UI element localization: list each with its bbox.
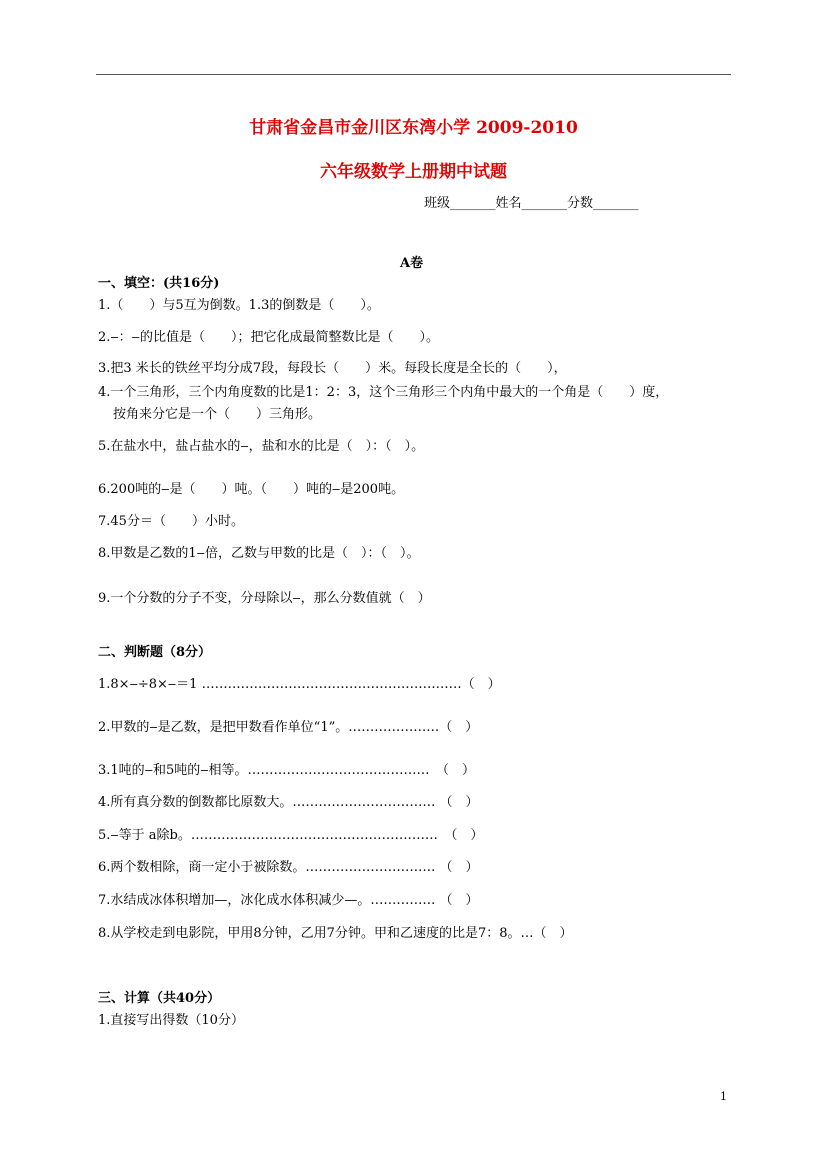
student-info: 班级_______姓名_______分数_______ xyxy=(424,196,639,211)
question-item: 5.‒等于 a除b。………………………………………………… （ ） xyxy=(98,828,484,843)
question-item-continuation: 按角来分它是一个（ ）三角形。 xyxy=(113,407,322,422)
question-item: 3.把3 米长的铁丝平均分成7段，每段长（ ）米。每段长度是全长的（ ）， xyxy=(98,361,567,376)
question-item: 3.1吨的‒和5吨的‒相等。…………………………………… （ ） xyxy=(98,763,475,778)
volume-label: A卷 xyxy=(400,256,424,271)
section-heading: 二、判断题（8分） xyxy=(98,645,212,660)
question-item: 7.45分＝（ ）小时。 xyxy=(98,514,244,529)
section-heading: 一、填空：(共16分) xyxy=(98,276,220,291)
question-item: 1.直接写出得数（10分） xyxy=(98,1013,244,1028)
question-item: 1.（ ）与5互为倒数。1.3的倒数是（ ）。 xyxy=(98,298,380,313)
question-item: 2.甲数的‒是乙数，是把甲数看作单位“1”。…………………（ ） xyxy=(98,720,479,735)
page-title: 甘肃省金昌市金川区东湾小学 2009-2010 xyxy=(249,118,578,138)
question-item: 2.‒：‒的比值是（ ）；把它化成最简整数比是（ ）。 xyxy=(98,330,439,345)
page-subtitle: 六年级数学上册期中试题 xyxy=(320,162,507,182)
question-item: 9.一个分数的分子不变，分母除以‒，那么分数值就（ ） xyxy=(98,591,431,606)
question-item: 8.从学校走到电影院，甲用8分钟，乙用7分钟。甲和乙速度的比是7：8。…（ ） xyxy=(98,926,573,941)
section-heading: 三、计算（共40分） xyxy=(98,991,221,1006)
question-item: 6.200吨的‒是（ ）吨。（ ）吨的‒是200吨。 xyxy=(98,482,405,497)
question-item: 8.甲数是乙数的1‒倍，乙数与甲数的比是（ ）：（ ）。 xyxy=(98,546,420,561)
question-item: 4.所有真分数的倒数都比原数大。…………………………… （ ） xyxy=(98,795,479,810)
page-number: 1 xyxy=(720,1090,727,1103)
question-item: 7.水结成冰体积增加—，冰化成水体积减少—。…………… （ ） xyxy=(98,893,479,908)
header-rule xyxy=(96,74,731,75)
question-item: 6.两个数相除，商一定小于被除数。………………………… （ ） xyxy=(98,860,479,875)
question-item: 4.一个三角形，三个内角度数的比是1：2：3，这个三角形三个内角中最大的一个角是（ ）度， xyxy=(98,385,669,400)
question-item: 5.在盐水中，盐占盐水的‒，盐和水的比是（ ）：（ ）。 xyxy=(98,439,425,454)
question-item: 1.8×‒÷8×‒＝1 ……………………………………………………（ ） xyxy=(98,677,501,692)
